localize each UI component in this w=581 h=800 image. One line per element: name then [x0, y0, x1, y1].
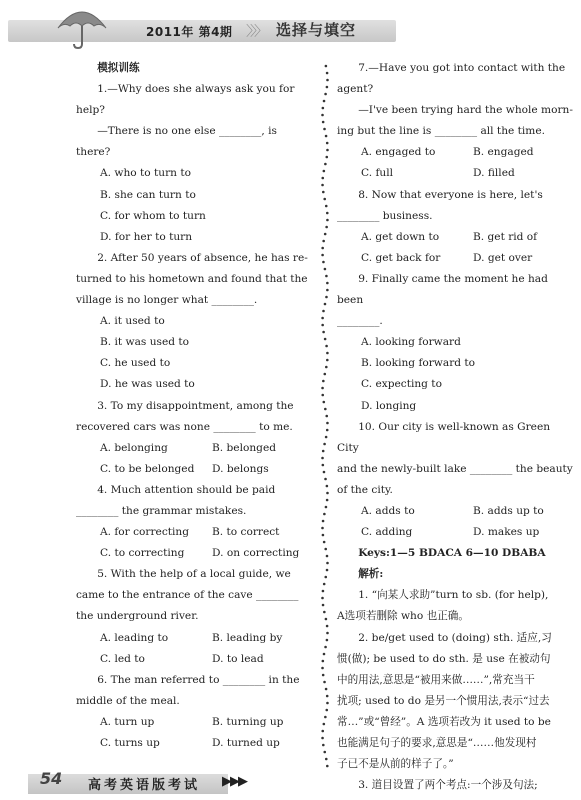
option-row	[337, 248, 573, 269]
option-text: A. adds to	[361, 504, 415, 517]
question-text: 中的用法,意思是“被用来做……”,常充当干	[337, 673, 535, 686]
option-row	[76, 459, 308, 480]
question-text: 10. Our city is well-known as Green City	[337, 420, 551, 454]
question-text: 1.—Why does she always ask you for	[97, 83, 295, 96]
question-text: and the newly-built lake ________ the beauty	[337, 462, 573, 475]
option-text: D. filled	[473, 167, 515, 180]
question-text: 4. Much attention should be paid	[97, 483, 276, 496]
section-title: 选择与填空	[276, 21, 357, 39]
question-text: 6. The man referred to ________ in the	[97, 673, 300, 686]
option-row	[76, 628, 308, 649]
option-text: D. makes up	[473, 526, 540, 539]
option-text: A. leading to	[100, 631, 169, 644]
option-text: D. he was used to	[100, 378, 195, 391]
question-text: middle of the meal.	[76, 694, 180, 707]
option-row	[76, 712, 308, 733]
option-row	[76, 543, 308, 564]
question-text: there?	[76, 146, 111, 159]
option-text: A. who to turn to	[100, 167, 191, 180]
option-text: B. looking forward to	[361, 357, 476, 370]
option-text: C. to correcting	[100, 547, 185, 560]
arrow-icon: ▶▶▶	[222, 774, 246, 789]
question-text: 1. “向某人求助”turn to sb. (for help),	[358, 589, 549, 602]
option-text: C. turns up	[100, 737, 160, 749]
question-text: 3. 道目设置了两个考点:一个涉及句法;	[358, 779, 538, 792]
chevrons-icon: 〉〉〉	[246, 24, 265, 40]
question-text: turned to his hometown and found that the	[76, 272, 308, 285]
option-text: B. belonged	[212, 441, 276, 454]
question-text: —There is no one else ________, is	[97, 125, 277, 138]
option-text: B. she can turn to	[100, 188, 196, 201]
option-row	[337, 522, 573, 543]
question-text: came to the entrance of the cave ________	[76, 589, 299, 602]
question-text: recovered cars was none ________ to me.	[76, 420, 293, 433]
option-row	[76, 522, 308, 543]
question-text: 2. After 50 years of absence, he has re-	[97, 251, 308, 264]
section-heading: 模拟训练	[97, 62, 140, 74]
question-text: —I've been trying hard the whole morn-	[358, 104, 573, 117]
question-text: of the city.	[337, 483, 393, 496]
question-text: 2. be/get used to (doing) sth. 适应,习	[358, 631, 552, 644]
option-text: A. get down to	[361, 230, 440, 243]
option-text: C. to be belonged	[100, 462, 195, 475]
question-text: help?	[76, 104, 105, 117]
question-text: 扰项; used to do 是另一个惯用法,表示“过去	[337, 694, 550, 707]
question-text: ________ business.	[337, 209, 433, 222]
option-text: D. belongs	[212, 462, 269, 475]
option-text: A. engaged to	[361, 146, 436, 159]
question-text: 8. Now that everyone is here, let's	[358, 188, 543, 201]
section-heading: 解析:	[358, 568, 384, 581]
option-text: C. get back for	[361, 251, 441, 264]
question-text: 5. With the help of a local guide, we	[97, 568, 291, 581]
question-text: 常…”或“曾经”。A 选项若改为 it used to be	[337, 715, 551, 728]
question-text: 9. Finally came the moment he had been	[337, 272, 548, 307]
question-text: ________.	[337, 315, 383, 328]
option-text: B. adds up to	[473, 504, 544, 517]
option-text: C. full	[361, 167, 393, 180]
question-text: ________ the grammar mistakes.	[76, 504, 247, 517]
issue-label: 2011年 第4期	[146, 25, 233, 39]
question-text: 也能满足句子的要求,意思是“……他发现村	[337, 737, 537, 749]
question-text: 子已不是从前的样子了。”	[337, 758, 454, 771]
option-row	[76, 733, 308, 754]
left-column	[76, 58, 308, 754]
option-text: C. adding	[361, 526, 413, 539]
option-row	[76, 438, 308, 459]
question-text: the underground river.	[76, 610, 199, 623]
footer-title: 高考英语版考试	[88, 778, 201, 793]
option-text: B. engaged	[473, 146, 534, 159]
option-text: B. leading by	[212, 631, 283, 644]
option-text: B. get rid of	[473, 230, 538, 243]
option-text: D. longing	[361, 399, 417, 412]
option-text: D. for her to turn	[100, 230, 193, 243]
umbrella-icon	[54, 2, 110, 50]
question-text: ing but the line is ________ all the time.	[337, 125, 545, 138]
option-text: C. he used to	[100, 357, 171, 370]
option-row	[337, 163, 573, 184]
option-text: D. to lead	[212, 652, 264, 665]
option-row	[76, 649, 308, 670]
option-text: A. belonging	[100, 441, 168, 454]
dotted-divider	[320, 62, 330, 772]
page-footer	[0, 758, 581, 800]
option-row	[337, 501, 573, 522]
page-number: 54	[40, 769, 63, 788]
option-text: D. get over	[473, 251, 533, 264]
option-text: C. for whom to turn	[100, 209, 206, 222]
question-text: village is no longer what ________.	[76, 294, 258, 307]
option-text: C. led to	[100, 652, 145, 665]
option-text: A. it used to	[100, 315, 165, 328]
right-column	[337, 58, 573, 796]
option-text: A. for correcting	[100, 526, 190, 539]
question-text: A选项若删除 who 也正确。	[337, 610, 469, 623]
option-text: B. to correct	[212, 526, 280, 539]
option-text: D. turned up	[212, 737, 280, 749]
question-text: 3. To my disappointment, among the	[97, 399, 294, 412]
option-text: A. looking forward	[361, 336, 461, 349]
page-header	[0, 0, 581, 62]
option-row	[337, 142, 573, 163]
question-text: 7.—Have you got into contact with the	[358, 62, 566, 74]
option-text: D. on correcting	[212, 547, 300, 560]
option-text: B. it was used to	[100, 336, 190, 349]
option-row	[337, 227, 573, 248]
answer-keys: Keys:1—5 BDACA 6—10 DBABA	[358, 547, 546, 560]
option-text: A. turn up	[100, 715, 155, 728]
question-text: agent?	[337, 83, 374, 96]
option-text: B. turning up	[212, 715, 284, 728]
question-text: 惯(做); be used to do sth. 是 use 在被动句	[337, 652, 551, 665]
option-text: C. expecting to	[361, 378, 442, 391]
